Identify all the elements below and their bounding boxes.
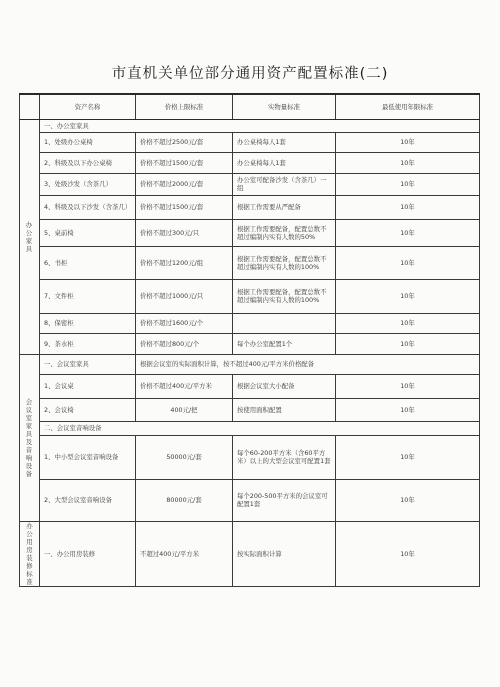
table-row — [20, 479, 480, 521]
table-row — [20, 521, 480, 586]
section-note: 根据会议室的实际面积计算，按不超过400元/平方米价格配备 — [136, 354, 480, 374]
table-row — [20, 246, 480, 279]
asset-quantity: 办公桌椅每人1套 — [233, 132, 336, 152]
asset-name: 1、会议桌 — [40, 374, 136, 398]
asset-years: 10年 — [336, 195, 480, 219]
header-price-limit: 价格上限标准 — [136, 94, 233, 119]
table-row — [20, 279, 480, 313]
asset-price: 价格不超过300元/只 — [136, 219, 233, 246]
header-min-years: 最低使用年限标准 — [336, 94, 480, 119]
asset-quantity: 根据工作需要配备，配置总数不超过编制内实有人数的100% — [233, 246, 336, 279]
page-title: 市直机关单位部分通用资产配置标准(二) — [111, 66, 389, 82]
asset-standard-table — [19, 93, 480, 587]
asset-quantity: 每个200-500平方米的会议室可配置1套 — [233, 479, 336, 521]
asset-price: 价格不超过400元/平方米 — [136, 374, 233, 398]
asset-quantity: 办公室可配备沙发（含茶几）一组 — [233, 173, 336, 195]
asset-name: 6、书柜 — [40, 246, 136, 279]
table-row — [20, 374, 480, 398]
asset-price: 价格不超过800元/个 — [136, 333, 233, 354]
asset-price: 价格不超过1200元/组 — [136, 246, 233, 279]
asset-name: 2、科级及以下办公桌椅 — [40, 152, 136, 173]
asset-price: 50000元/套 — [136, 435, 233, 479]
asset-years: 10年 — [336, 374, 480, 398]
section-meeting-furniture: 一、会议室家具 — [40, 354, 136, 374]
asset-price: 价格不超过1500元/套 — [136, 152, 233, 173]
table-row — [20, 132, 480, 152]
section-meeting-audio: 二、会议室音响设备 — [40, 421, 480, 435]
asset-years: 10年 — [336, 152, 480, 173]
asset-name: 3、处级沙发（含茶几） — [40, 173, 136, 195]
asset-name: 1、处级办公桌椅 — [40, 132, 136, 152]
asset-quantity: 按实际面积计算 — [233, 521, 336, 586]
asset-quantity: 每个办公室配置1个 — [233, 333, 336, 354]
asset-years: 10年 — [336, 398, 480, 421]
asset-years: 10年 — [336, 479, 480, 521]
asset-name: 2、大型会议室音响设备 — [40, 479, 136, 521]
asset-name: 一、办公用房装修 — [40, 521, 136, 586]
category-meeting-room: 会议室家具及音响设备 — [20, 354, 40, 521]
asset-price: 价格不超过1000元/只 — [136, 279, 233, 313]
header-quantity-standard: 实物量标准 — [233, 94, 336, 119]
table-row — [20, 313, 480, 333]
asset-quantity: 每个60-200平方米（含60平方米）以上的大型会议室可配置1套 — [233, 435, 336, 479]
table-row — [20, 333, 480, 354]
asset-price: 价格不超过1500元/套 — [136, 195, 233, 219]
table-row — [20, 195, 480, 219]
asset-price: 不超过400元/平方米 — [136, 521, 233, 586]
asset-years: 10年 — [336, 279, 480, 313]
asset-years: 10年 — [336, 246, 480, 279]
asset-price: 80000元/套 — [136, 479, 233, 521]
asset-years: 10年 — [336, 173, 480, 195]
section-office-furniture: 一、办公室家具 — [40, 119, 480, 132]
table-row — [20, 173, 480, 195]
asset-price: 价格不超过2500元/套 — [136, 132, 233, 152]
asset-quantity — [233, 313, 336, 333]
asset-years: 10年 — [336, 521, 480, 586]
table-header-row — [20, 94, 480, 119]
table-row — [20, 398, 480, 421]
asset-quantity: 根据工作需要配备，配置总数不超过编制内实有人数的50% — [233, 219, 336, 246]
asset-quantity: 根据工作需要从严配备 — [233, 195, 336, 219]
asset-name: 2、会议椅 — [40, 398, 136, 421]
asset-name: 1、中小型会议室音响设备 — [40, 435, 136, 479]
category-office-furniture: 办公家具 — [20, 119, 40, 354]
table-row — [20, 435, 480, 479]
asset-name: 5、桌前椅 — [40, 219, 136, 246]
table-row — [20, 119, 480, 132]
asset-name: 7、文件柜 — [40, 279, 136, 313]
asset-quantity: 根据工作需要配备，配置总数不超过编制内实有人数的100% — [233, 279, 336, 313]
table-row — [20, 421, 480, 435]
asset-name: 9、茶水柜 — [40, 333, 136, 354]
table-row — [20, 219, 480, 246]
asset-quantity: 按使用面积配置 — [233, 398, 336, 421]
asset-years: 10年 — [336, 132, 480, 152]
category-office-renovation: 办公用房装修标准 — [20, 521, 40, 586]
asset-name: 4、科级及以下沙发（含茶几） — [40, 195, 136, 219]
asset-quantity: 办公桌椅每人1套 — [233, 152, 336, 173]
asset-name: 8、保密柜 — [40, 313, 136, 333]
asset-years: 10年 — [336, 219, 480, 246]
header-asset-name: 资产名称 — [40, 94, 136, 119]
table-row — [20, 354, 480, 374]
asset-years: 10年 — [336, 313, 480, 333]
asset-quantity: 根据会议室大小配备 — [233, 374, 336, 398]
asset-price: 400元/把 — [136, 398, 233, 421]
header-category — [20, 94, 40, 119]
asset-years: 10年 — [336, 435, 480, 479]
asset-years: 10年 — [336, 333, 480, 354]
asset-price: 价格不超过1600元/个 — [136, 313, 233, 333]
asset-price: 价格不超过2000元/套 — [136, 173, 233, 195]
table-row — [20, 152, 480, 173]
